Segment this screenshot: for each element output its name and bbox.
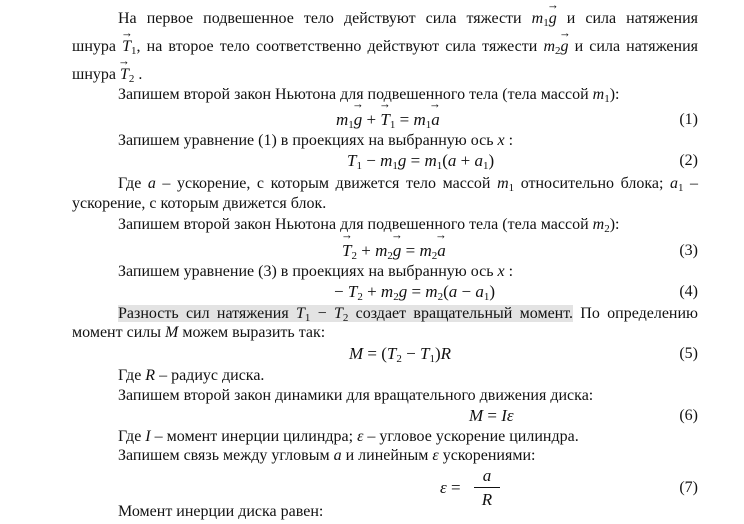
equation-4 — [72, 280, 698, 304]
text-segment: создает вращательный момент. — [355, 305, 574, 322]
text-segment: и сила натяжения — [566, 10, 698, 27]
text-segment: Запишем связь между угловым — [118, 447, 330, 464]
equation-7-lhs: ε = — [440, 478, 461, 497]
paragraph-newton-m1: Запишем второй закон Ньютона для подвешенного тела (тела массой $m_1$): — [118, 86, 620, 105]
equation-6 — [72, 404, 698, 428]
formula-t2: → $T_2$ — [120, 66, 134, 83]
text-segment: – угловое ускорение цилиндра. — [367, 428, 579, 445]
paragraph-forces-line-1 — [118, 9, 698, 29]
paragraph-inertia: Где I – момент инерции цилиндра; ε – угловое ускорение цилиндра. — [118, 428, 579, 445]
equation-number: (6) — [679, 407, 698, 424]
equation-1 — [72, 108, 698, 132]
paragraph-acceleration-line-2 — [72, 194, 698, 214]
text-segment: и сила натяжения — [574, 38, 699, 55]
paragraph-projection-1: Запишем уравнение (1) в проекциях на выбранную ось x : — [118, 132, 514, 149]
text-segment: Где — [118, 367, 142, 384]
highlighted-sentence: Разность сил натяжения $T_1 - T_2$ создает вращательный момент. — [118, 305, 574, 324]
paragraph-torque-line-1 — [118, 304, 698, 324]
paragraph-radius: Где R – радиус диска. — [118, 367, 265, 384]
equation-1-formula: $m_1\to g$ + → $T_1 = m_1\to a$ — [336, 108, 440, 132]
equation-5 — [72, 342, 698, 366]
formula-m1g: $m_1\to g$ — [532, 10, 557, 27]
paragraph-disk-inertia — [118, 502, 698, 522]
text-segment: По определению — [580, 305, 698, 322]
text-segment: – радиус диска. — [159, 367, 265, 384]
text-segment: Где — [118, 428, 142, 445]
text-segment: Разность сил натяжения — [118, 305, 289, 322]
equation-2-formula: $T_1 - m_1g = m_1(a + a_1)$ — [347, 151, 495, 172]
equation-3-formula: → $T_2 + m_2\to g = m_2\to a$ — [342, 239, 446, 263]
equation-number: (1) — [679, 111, 698, 128]
equation-4-formula: − $T_2 + m_2g = m_2(a - a_1)$ — [334, 282, 495, 303]
equation-number: (7) — [679, 479, 698, 496]
paragraph-newton-m2: Запишем второй закон Ньютона для подвешенного тела (тела массой $m_2$): — [118, 216, 620, 235]
paragraph-projection-3: Запишем уравнение (3) в проекциях на выбранную ось x : — [118, 263, 514, 280]
text-segment: ускорениями: — [442, 447, 536, 464]
text-segment: шнура — [72, 66, 116, 83]
text-segment: – ускорение, с которым движется тело массой — [162, 175, 491, 192]
paragraph-forces-line-2 — [72, 37, 698, 57]
text-segment: , на второе тело соответственно действуют сила тяжести — [136, 38, 538, 55]
text-segment: Где — [118, 175, 142, 192]
equation-number: (4) — [679, 283, 698, 300]
text-segment: Запишем второй закон динамики для вращательного движения диска: — [118, 387, 594, 404]
text-segment: Запишем второй закон Ньютона для подвешенного тела (тела массой — [118, 86, 589, 103]
text-segment: можем выразить так: — [182, 324, 326, 341]
equation-2 — [72, 149, 698, 173]
paragraph-angular-linear: Запишем связь между угловым a и линейным ε ускорениями: — [118, 447, 536, 464]
text-segment: На первое подвешенное тело действуют сила тяжести — [118, 10, 522, 27]
text-segment: относительно блока; — [520, 175, 664, 192]
text-segment: Запишем уравнение (1) в проекциях на выбранную ось — [118, 132, 494, 149]
text-segment: – момент инерции цилиндра; — [154, 428, 354, 445]
paragraph-torque-line-2: момент силы M можем выразить так: — [72, 324, 326, 341]
formula-t1: → $T_1$ — [122, 38, 136, 55]
text-segment: Момент инерции диска равен: — [118, 503, 324, 520]
paragraph-forces-line-3: шнура → $T_2$ . — [72, 65, 698, 85]
formula-m2g: $m_2\to g$ — [543, 38, 568, 55]
text-segment: момент силы — [72, 324, 161, 341]
equation-6-formula: M = Iε — [469, 406, 514, 425]
paragraph-acceleration-line-1: Где a – ускорение, с которым движется тело массой $m_1$ относительно блока; $a_1$ – — [118, 175, 699, 194]
text-segment: и линейным — [345, 447, 429, 464]
text-segment: ускорение, с которым движется блок. — [72, 195, 327, 212]
equation-number: (2) — [679, 152, 698, 169]
text-segment: шнура — [72, 38, 116, 55]
text-segment: Запишем уравнение (3) в проекциях на выбранную ось — [118, 263, 494, 280]
text-segment: Запишем второй закон Ньютона для подвешенного тела (тела массой — [118, 216, 589, 233]
equation-5-formula: $M = (T_2 - T_1)R$ — [349, 344, 452, 365]
equation-number: (5) — [679, 345, 698, 362]
fraction-a-over-r: a R — [474, 466, 500, 510]
equation-number: (3) — [679, 242, 698, 259]
paragraph-rotation-law — [118, 386, 698, 406]
equation-3 — [72, 239, 698, 263]
